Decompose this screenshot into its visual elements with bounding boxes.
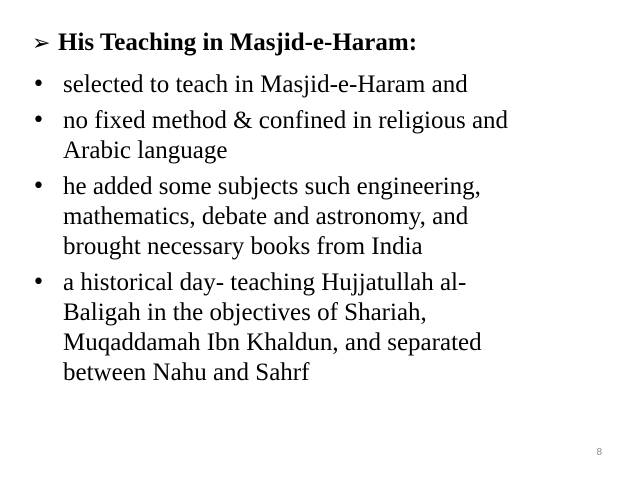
bullet-line: Arabic language (63, 137, 228, 164)
bullet-line: Baligah in the objectives of Shariah, (63, 299, 427, 326)
bullet-line: a historical day- teaching Hujjatullah al- (63, 269, 467, 296)
page-number: 8 (596, 447, 602, 458)
bullet-dot-icon: • (32, 270, 45, 295)
bullet-line: brought necessary books from India (63, 233, 423, 260)
bullet-dot-icon: • (32, 174, 45, 199)
slide-heading (32, 28, 417, 59)
bullet-line: mathematics, debate and astronomy, and (63, 203, 469, 230)
bullet-line: he added some subjects such engineering, (63, 173, 481, 200)
bullet-item (32, 70, 622, 100)
bullet-dot-icon: • (32, 72, 45, 97)
bullet-line: between Nahu and Sahrf (63, 359, 310, 386)
bullet-line: selected to teach in Masjid-e-Haram and (63, 71, 468, 98)
arrow-bullet-icon: ➢ (32, 31, 51, 56)
bullet-item (32, 106, 622, 166)
bullet-list (32, 70, 622, 394)
bullet-item (32, 172, 622, 262)
bullet-item (32, 268, 622, 388)
heading-text: His Teaching in Masjid-e-Haram: (58, 29, 418, 56)
bullet-dot-icon: • (32, 108, 45, 133)
bullet-line: Muqaddamah Ibn Khaldun, and separated (63, 329, 482, 356)
bullet-line: no fixed method & confined in religious and (63, 107, 509, 134)
